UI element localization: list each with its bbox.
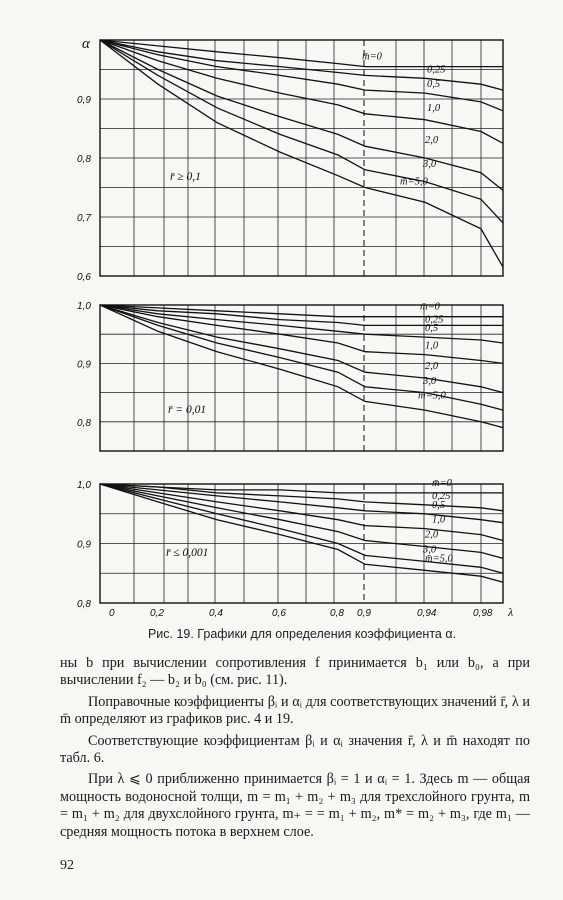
curve-label: m̄=0 bbox=[432, 477, 452, 489]
y-tick-label: 0,8 bbox=[77, 154, 91, 165]
paragraph-1: ны b при вычислении сопротивления f принимается b₁ или b₀, а при вычислении f₂ — b₂ и b₀ (см. рис. 11). bbox=[60, 655, 530, 689]
x-tick-label: 0,4 bbox=[209, 608, 223, 619]
curve-label: 0,5 bbox=[427, 79, 441, 91]
x-tick-label: 0,94 bbox=[417, 608, 437, 619]
curve-label: m̄=5,0 bbox=[418, 390, 446, 402]
curve-label: 3,0 bbox=[423, 544, 437, 556]
paragraph-2: Поправочные коэффициенты βᵢ и αᵢ для соответствующих значений r̄, λ и m̄ определяют из графиков рис. 4 и 19. bbox=[60, 693, 530, 728]
panel-frame bbox=[100, 305, 503, 451]
y-tick-label: 0,7 bbox=[77, 213, 91, 224]
x-tick-label: 0,9 bbox=[357, 608, 371, 619]
y-tick-label: 0,9 bbox=[77, 359, 91, 371]
x-tick-label: 0,8 bbox=[330, 608, 344, 619]
paragraph-3: Соответствующие коэффициентам βᵢ и αᵢ значения r̄, λ и m̄ находят по табл. 6. bbox=[60, 732, 530, 767]
curve-label: 3,0 bbox=[423, 158, 437, 170]
y-tick-label: 0,8 bbox=[77, 417, 91, 429]
curve-label: 0,5 bbox=[432, 499, 446, 511]
curve-label: 2,0 bbox=[425, 135, 439, 147]
panel-label: r̄ ≤ 0,001 bbox=[166, 547, 209, 559]
curve-label: 0,25 bbox=[427, 64, 446, 76]
curve-label: 3,0 bbox=[423, 375, 437, 387]
x-tick-label: 0 bbox=[109, 608, 115, 619]
curve-label: 2,0 bbox=[425, 529, 439, 541]
curve-label: m̄=0 bbox=[420, 301, 440, 313]
curve-line bbox=[100, 40, 503, 67]
curve-label: m̄=0 bbox=[362, 51, 382, 63]
figure-caption: Рис. 19. Графики для определения коэффициента α. bbox=[147, 627, 457, 641]
y-tick-label: 0,6 bbox=[77, 272, 91, 283]
curve-label: 0,5 bbox=[425, 323, 439, 335]
curve-label: 0,25 bbox=[432, 490, 451, 502]
panel-label: r̄ = 0,01 bbox=[168, 404, 207, 416]
curve-label: 1,0 bbox=[427, 102, 441, 114]
y-tick-label: 1,0 bbox=[77, 480, 91, 491]
y-tick-label: 1,0 bbox=[77, 301, 91, 312]
curve-label: m̄=5,0 bbox=[425, 553, 453, 565]
curve-label: 1,0 bbox=[425, 340, 439, 352]
y-axis-symbol: α bbox=[82, 36, 90, 52]
x-tick-label: 0,6 bbox=[272, 608, 286, 619]
curve-label: m̄=5,0 bbox=[400, 176, 428, 188]
curve-label: 0,25 bbox=[425, 314, 444, 326]
y-tick-label: 0,9 bbox=[77, 95, 91, 106]
y-tick-label: 0,9 bbox=[77, 539, 91, 551]
paragraph-4: При λ ⩽ 0 приближенно принимается βᵢ = 1 и αᵢ = 1. Здесь m — общая мощность водоносной толщи, m = m₁ + m₂ + m₃ для трехслойного грунта, m = m₁ + m₂ для двухслойного грунта, m₊ = = m₁ + m₂, m* = m₂ + m₃, где m₁ — средняя мощность потока в верхнем слое. bbox=[60, 771, 530, 840]
x-tick-label: 0,98 bbox=[473, 608, 493, 619]
y-tick-label: 0,8 bbox=[77, 599, 91, 610]
x-tick-label: 0,2 bbox=[150, 608, 164, 619]
page-number: 92 bbox=[60, 858, 74, 873]
curve-line bbox=[100, 40, 503, 190]
curve-label: 2,0 bbox=[425, 361, 439, 373]
curve-label: 1,0 bbox=[432, 514, 446, 526]
x-axis-symbol: λ bbox=[508, 605, 514, 619]
body-text bbox=[60, 655, 530, 845]
panel-label: r̄ ≥ 0,1 bbox=[170, 171, 201, 183]
